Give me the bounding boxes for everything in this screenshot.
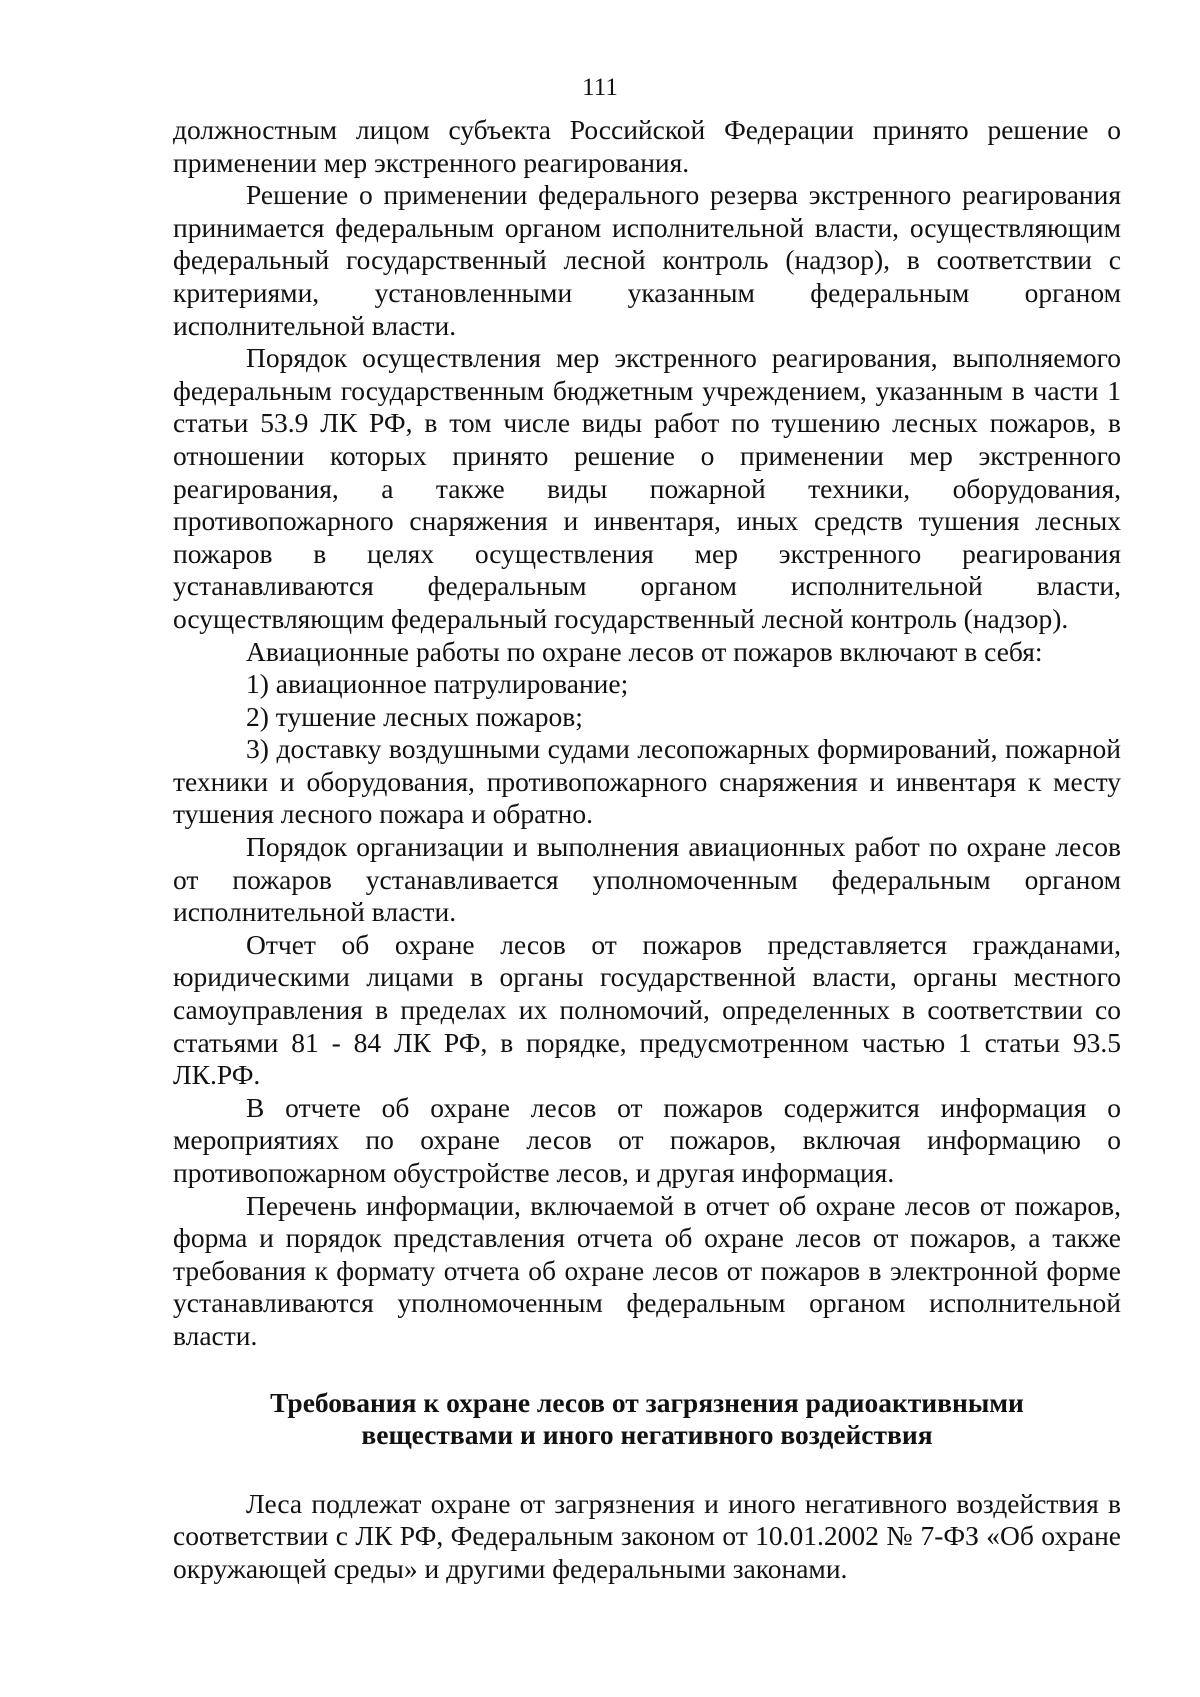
section-heading-line-2: веществами и иного негативного воздействия [361, 1419, 933, 1451]
section-heading [173, 1387, 1121, 1452]
document-body [173, 114, 1121, 1586]
paragraph-report-format: Перечень информации, включаемой в отчет об охране лесов от пожаров, форма и порядок представления отчета об охране лесов от пожаров, а также требования к формату отчета об охране лесов от пожаров в электронной форме устанавливаются уполномоченным федеральным органом исполнительной власти. [173, 1189, 1121, 1351]
list-item-aviation-patrol: 1) авиационное патрулирование; [246, 668, 629, 700]
list-item-fire-extinguishing: 2) тушение лесных пожаров; [246, 700, 583, 732]
paragraph-fire-protection-report: Отчет об охране лесов от пожаров представляется гражданами, юридическими лицами в органы государственной власти, органы местного самоуправления в пределах их полномочий, определенных в соответствии со статьями 81 - 84 ЛК РФ, в порядке, предусмотренном частью 1 статьи 93.5 ЛК.РФ. [173, 928, 1121, 1091]
list-item-aircraft-delivery: 3) доставку воздушными судами лесопожарных формирований, пожарной техники и оборудования, противопожарного снаряжения и инвентаря к месту тушения лесного пожара и обратно. [173, 733, 1121, 830]
paragraph-continuation: должностным лицом субъекта Российской Федерации принято решение о применении мер экстренного реагирования. [173, 114, 1121, 178]
paragraph-emergency-measures-procedure: Порядок осуществления мер экстренного реагирования, выполняемого федеральным государственным бюджетным учреждением, указанным в части 1 статьи 53.9 ЛК РФ, в том числе виды работ по тушению лесных пожаров, в отношении которых принято решение о применении мер экстренного реагирования, а также виды пожарной техники, оборудования, противопожарного снаряжения и инвентаря, иных средств тушения лесных пожаров в целях осуществления мер экстренного реагирования устанавливаются федеральным органом исполнительной власти, осуществляющим федеральный государственный лесной контроль (надзор). [173, 342, 1121, 634]
paragraph-aviation-works-procedure: Порядок организации и выполнения авиационных работ по охране лесов от пожаров устанавливается уполномоченным федеральным органом исполнительной власти. [173, 831, 1121, 928]
paragraph-pollution-protection: Леса подлежат охране от загрязнения и иного негативного воздействия в соответствии с ЛК РФ, Федеральным законом от 10.01.2002 № 7-ФЗ «Об охране окружающей среды» и другими федеральными законами. [173, 1487, 1121, 1584]
paragraph-aviation-works-intro: Авиационные работы по охране лесов от пожаров включают в себя: [246, 635, 1043, 667]
paragraph-federal-reserve-decision: Решение о применении федерального резерва экстренного реагирования принимается федеральным органом исполнительной власти, осуществляющим федеральный государственный лесной контроль (надзор), в соответствии с критериями, установленными указанным федеральным органом исполнительной власти. [173, 179, 1121, 341]
page-number: 111 [582, 74, 618, 101]
paragraph-report-contents: В отчете об охране лесов от пожаров содержится информация о мероприятиях по охране лесов от пожаров, включая информацию о противопожарном обустройстве лесов, и другая информация. [173, 1091, 1121, 1188]
section-heading-line-1: Требования к охране лесов от загрязнения радиоактивными [270, 1386, 1024, 1418]
